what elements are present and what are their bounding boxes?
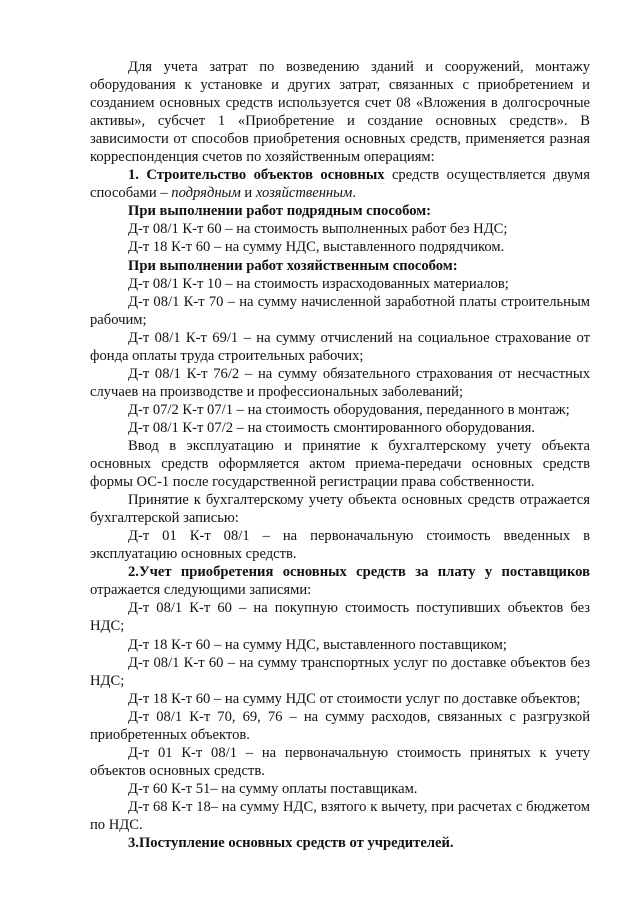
commissioning-paragraph: Ввод в эксплуатацию и принятие к бухгалтерскому учету объекта основных средств оформляется актом приема-передачи основных средств формы ОС-1 после государственной регистрации права собственности. bbox=[90, 437, 590, 491]
entry-line: Д-т 60 К-т 51– на сумму оплаты поставщикам. bbox=[128, 780, 418, 797]
method-economic: хозяйственным bbox=[255, 185, 353, 202]
subheading-contract bbox=[90, 202, 590, 220]
acceptance-paragraph: Принятие к бухгалтерскому учету объекта основных средств отражается бухгалтерской записью: bbox=[90, 492, 590, 527]
entry-line: Д-т 01 К-т 08/1 – на первоначальную стоимость введенных в эксплуатацию основных средств. bbox=[90, 528, 590, 563]
entry-line: Д-т 18 К-т 60 – на сумму НДС, выставленного подрядчиком. bbox=[128, 239, 505, 256]
entry-line: Д-т 18 К-т 60 – на сумму НДС, выставленного поставщиком; bbox=[128, 636, 507, 653]
entry-line: Д-т 68 К-т 18– на сумму НДС, взятого к вычету, при расчетах с бюджетом по НДС. bbox=[90, 798, 590, 833]
conjunction: и bbox=[240, 185, 256, 202]
entry-line: Д-т 07/2 К-т 07/1 – на стоимость оборудования, переданного в монтаж; bbox=[128, 401, 570, 418]
entry-line: Д-т 08/1 К-т 76/2 – на сумму обязательного страхования от несчастных случаев на производстве и профессиональных заболеваний; bbox=[90, 365, 590, 400]
subheading-contract-text: При выполнении работ подрядным способом: bbox=[128, 203, 432, 220]
section-2-text: отражается следующими записями: bbox=[90, 582, 312, 599]
section-2-heading: 2.Учет приобретения основных средств за плату у поставщиков bbox=[128, 564, 590, 581]
period: . bbox=[352, 185, 357, 202]
entry-line: Д-т 08/1 К-т 60 – на покупную стоимость поступивших объектов без НДС; bbox=[90, 600, 590, 635]
section-3-heading-text: 3.Поступление основных средств от учредителей. bbox=[128, 835, 454, 852]
entry-line: Д-т 01 К-т 08/1 – на первоначальную стоимость принятых к учету объектов основных средств. bbox=[90, 744, 590, 779]
entry-line: Д-т 08/1 К-т 60 – на сумму транспортных услуг по доставке объектов без НДС; bbox=[90, 654, 590, 689]
method-contract: подрядным bbox=[171, 185, 241, 202]
subheading-economic bbox=[90, 257, 590, 275]
entry-line: Д-т 18 К-т 60 – на сумму НДС от стоимости услуг по доставке объектов; bbox=[128, 690, 581, 707]
entry-line: Д-т 08/1 К-т 69/1 – на сумму отчислений на социальное страхование от фонда оплаты труда строительных рабочих; bbox=[90, 329, 590, 364]
section-3-heading bbox=[90, 834, 590, 852]
entry-line: Д-т 08/1 К-т 60 – на стоимость выполненных работ без НДС; bbox=[128, 221, 508, 238]
entry-line: Д-т 08/1 К-т 70 – на сумму начисленной заработной платы строительным рабочим; bbox=[90, 293, 590, 328]
section-1-text: средств осуществляется двумя способами – bbox=[90, 167, 590, 202]
section-1-heading: 1. Строительство объектов основных bbox=[128, 167, 385, 184]
intro-paragraph: Для учета затрат по возведению зданий и сооружений, монтажу оборудования к установке и других затрат, связанных с приобретением и созданием основных средств используется счет 08 «Вложения в долгосрочные активы», субсчет 1 «Приобретение и создание основных средств». В зависимости от способов приобретения основных средств, применяется разная корреспонденция счетов по хозяйственным операциям: bbox=[90, 59, 590, 166]
subheading-economic-text: При выполнении работ хозяйственным способом: bbox=[128, 257, 458, 274]
section-1-paragraph bbox=[90, 166, 590, 202]
entry-line: Д-т 08/1 К-т 07/2 – на стоимость смонтированного оборудования. bbox=[128, 419, 535, 436]
section-2-paragraph bbox=[90, 563, 590, 599]
entry-line: Д-т 08/1 К-т 70, 69, 76 – на сумму расходов, связанных с разгрузкой приобретенных объектов. bbox=[90, 708, 590, 743]
entry-line: Д-т 08/1 К-т 10 – на стоимость израсходованных материалов; bbox=[128, 275, 509, 292]
